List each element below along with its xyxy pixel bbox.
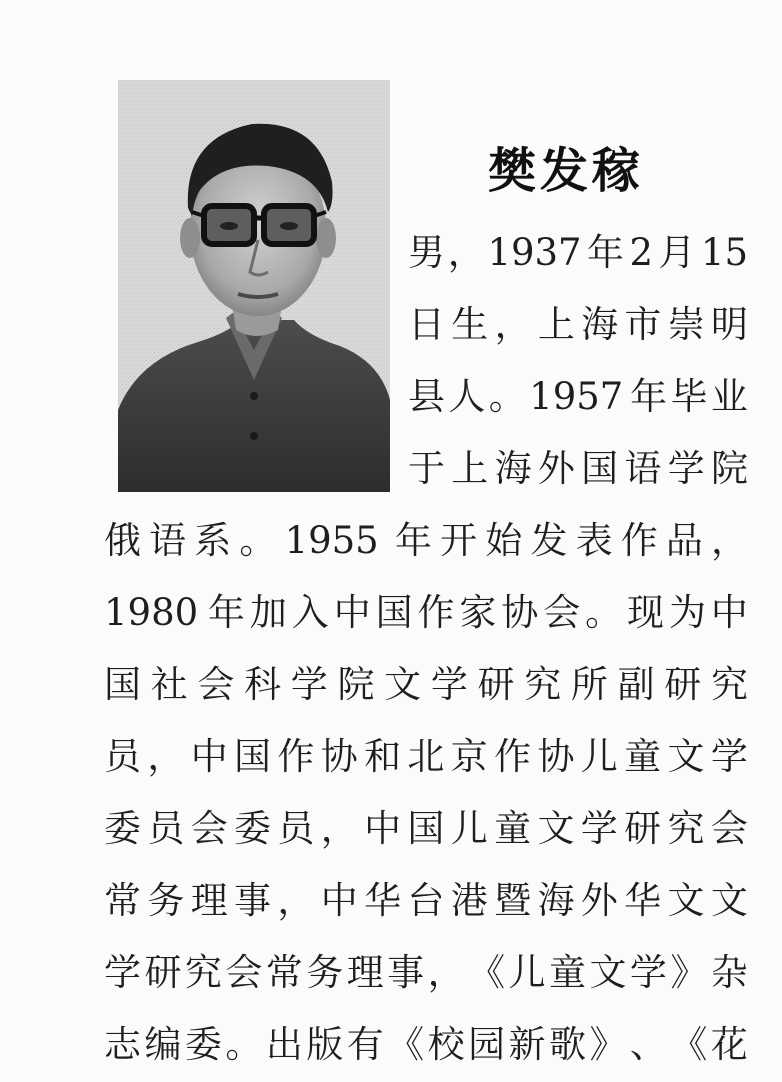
bio-line-3: 县 人 。 1957 年 毕 业 <box>408 375 748 418</box>
bio-line-6: 1980 年 加 入 中 国 作 家 协 会 。 现 为 中 <box>104 591 748 634</box>
bio-line-5: 俄 语 系 。 1955 年 开 始 发 表 作 品 ， <box>104 519 748 562</box>
bio-line-10: 常 务 理 事 ， 中 华 台 港 暨 海 外 华 文 文 <box>104 879 748 922</box>
bio-line-12: 志 编 委 。 出 版 有 《 校 园 新 歌 》 、 《 花 <box>104 1023 748 1066</box>
bio-line-1: 男 ， 1937 年 2 月 15 <box>408 231 748 274</box>
bio-line-8: 员 ， 中 国 作 协 和 北 京 作 协 儿 童 文 学 <box>104 735 748 778</box>
bio-line-4: 于 上 海 外 国 语 学 院 <box>408 447 748 490</box>
bio-line-11: 学 研 究 会 常 务 理 事 ， 《 儿 童 文 学 》 杂 <box>104 951 748 994</box>
author-name-heading: 樊发稼 <box>488 143 645 199</box>
bio-line-2: 日 生 ， 上 海 市 崇 明 <box>408 303 748 346</box>
author-portrait-photo <box>118 80 390 492</box>
bio-line-7: 国 社 会 科 学 院 文 学 研 究 所 副 研 究 <box>104 663 748 706</box>
bio-line-9: 委 员 会 委 员 ， 中 国 儿 童 文 学 研 究 会 <box>104 807 748 850</box>
